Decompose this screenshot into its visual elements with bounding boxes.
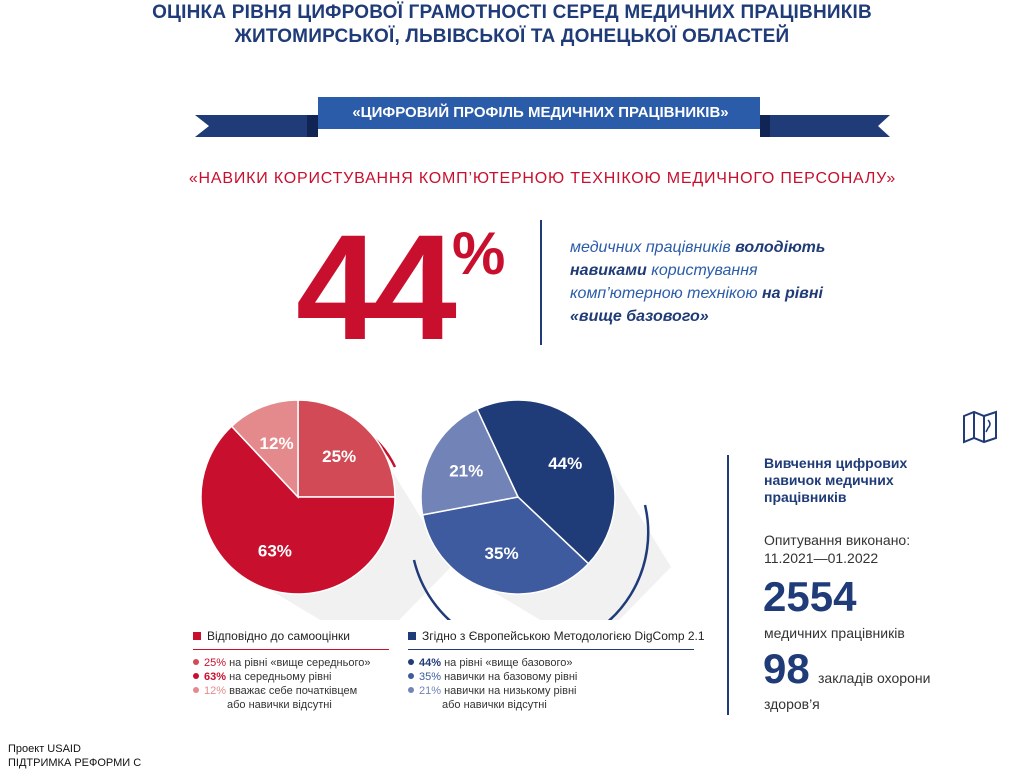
legend-pct: 35%	[419, 671, 442, 683]
legend-right-square	[408, 632, 416, 640]
map-icon	[962, 410, 1000, 444]
legend-pct: 12%	[204, 685, 227, 697]
legend-pct: 63%	[204, 671, 227, 683]
legend-left-head-text: Відповідно до самооцінки	[207, 629, 350, 643]
legend-left-row-2	[193, 670, 393, 684]
legend-dot	[193, 673, 199, 679]
respondents-count: 2554	[763, 573, 857, 620]
legend-right	[408, 629, 708, 712]
legend-right-row-1	[408, 656, 708, 670]
headline-divider	[540, 220, 542, 345]
legend-left-row-3b: або навички відсутні	[227, 699, 332, 711]
left-pie	[201, 400, 395, 594]
legend-left-row-1	[193, 656, 393, 670]
pie-label: 63%	[257, 541, 292, 561]
legend-right-row-3	[408, 684, 708, 698]
section-subheading: «НАВИКИ КОРИСТУВАННЯ КОМП’ЮТЕРНОЮ ТЕХНІКОЮ МЕДИЧНОГО ПЕРСОНАЛУ»	[188, 170, 897, 187]
pie-label: 35%	[484, 543, 519, 563]
facilities-count: 98	[763, 645, 810, 692]
legend-text: навички на базовому рівні	[444, 671, 578, 683]
legend-dot	[408, 687, 414, 693]
legend-left-rule	[193, 649, 389, 650]
desc-bold-2: на рівні «вище базового»	[570, 285, 823, 325]
headline-percent-sign: %	[452, 220, 506, 287]
facilities-label-a: закладів охорони	[818, 670, 931, 686]
legend-text: на середньому рівні	[229, 671, 332, 683]
legend-left-square	[193, 632, 201, 640]
pie-label: 12%	[259, 433, 294, 453]
headline-number: 44	[296, 203, 451, 371]
legend-pct: 44%	[419, 657, 442, 669]
pie-charts	[170, 385, 700, 620]
desc-bold-1: володіють навиками	[570, 239, 826, 279]
respondents-label: медичних працівників	[764, 625, 905, 641]
side-divider	[727, 455, 729, 715]
desc-part-2: користування комп’ютерною технікою	[570, 262, 762, 302]
survey-label: Опитування виконано:	[764, 532, 911, 548]
legend-right-head	[408, 629, 708, 643]
desc-part-1: медичних працівників	[570, 239, 736, 256]
footer-line-2: ПІДТРИМКА РЕФОРМИ С	[8, 757, 142, 769]
legend-dot	[408, 659, 414, 665]
page-title-line-1: ОЦІНКА РІВНЯ ЦИФРОВОЇ ГРАМОТНОСТІ СЕРЕД МЕДИЧНИХ ПРАЦІВНИКІВ	[152, 2, 872, 23]
footer-line-1: Проект USAID	[8, 743, 81, 755]
legend-right-head-text: Згідно з Європейською Методологією DigComp 2.1	[422, 629, 705, 643]
legend-pct: 25%	[204, 657, 227, 669]
legend-text: на рівні «вище середнього»	[229, 657, 371, 669]
page-title-line-2: ЖИТОМИРСЬКОЇ, ЛЬВІВСЬКОЇ ТА ДОНЕЦЬКОЇ ОБЛАСТЕЙ	[234, 26, 790, 47]
legend-text: на рівні «вище базового»	[444, 657, 573, 669]
pie-label: 44%	[548, 453, 583, 473]
legend-pct: 21%	[419, 685, 442, 697]
legend-left-row-3	[193, 684, 393, 698]
headline-description	[570, 236, 860, 328]
banner-label: «ЦИФРОВИЙ ПРОФІЛЬ МЕДИЧНИХ ПРАЦІВНИКІВ»	[352, 104, 729, 121]
facilities-label-b: здоров’я	[764, 696, 820, 712]
pie-label: 21%	[449, 461, 484, 481]
legend-left-head	[193, 629, 393, 643]
pie-label: 25%	[322, 446, 357, 466]
legend-right-row-3b: або навички відсутні	[442, 699, 547, 711]
right-pie	[421, 400, 615, 594]
legend-right-row-2	[408, 670, 708, 684]
legend-dot	[193, 687, 199, 693]
survey-dates: 11.2021—01.2022	[764, 550, 879, 566]
legend-text: вважає себе початківцем	[229, 685, 358, 697]
legend-right-rule	[408, 649, 694, 650]
legend-text: навички на низькому рівні	[444, 685, 577, 697]
side-title: Вивчення цифрових навичок медичних працівників	[764, 455, 908, 505]
legend-dot	[193, 659, 199, 665]
legend-left	[193, 629, 393, 712]
legend-dot	[408, 673, 414, 679]
